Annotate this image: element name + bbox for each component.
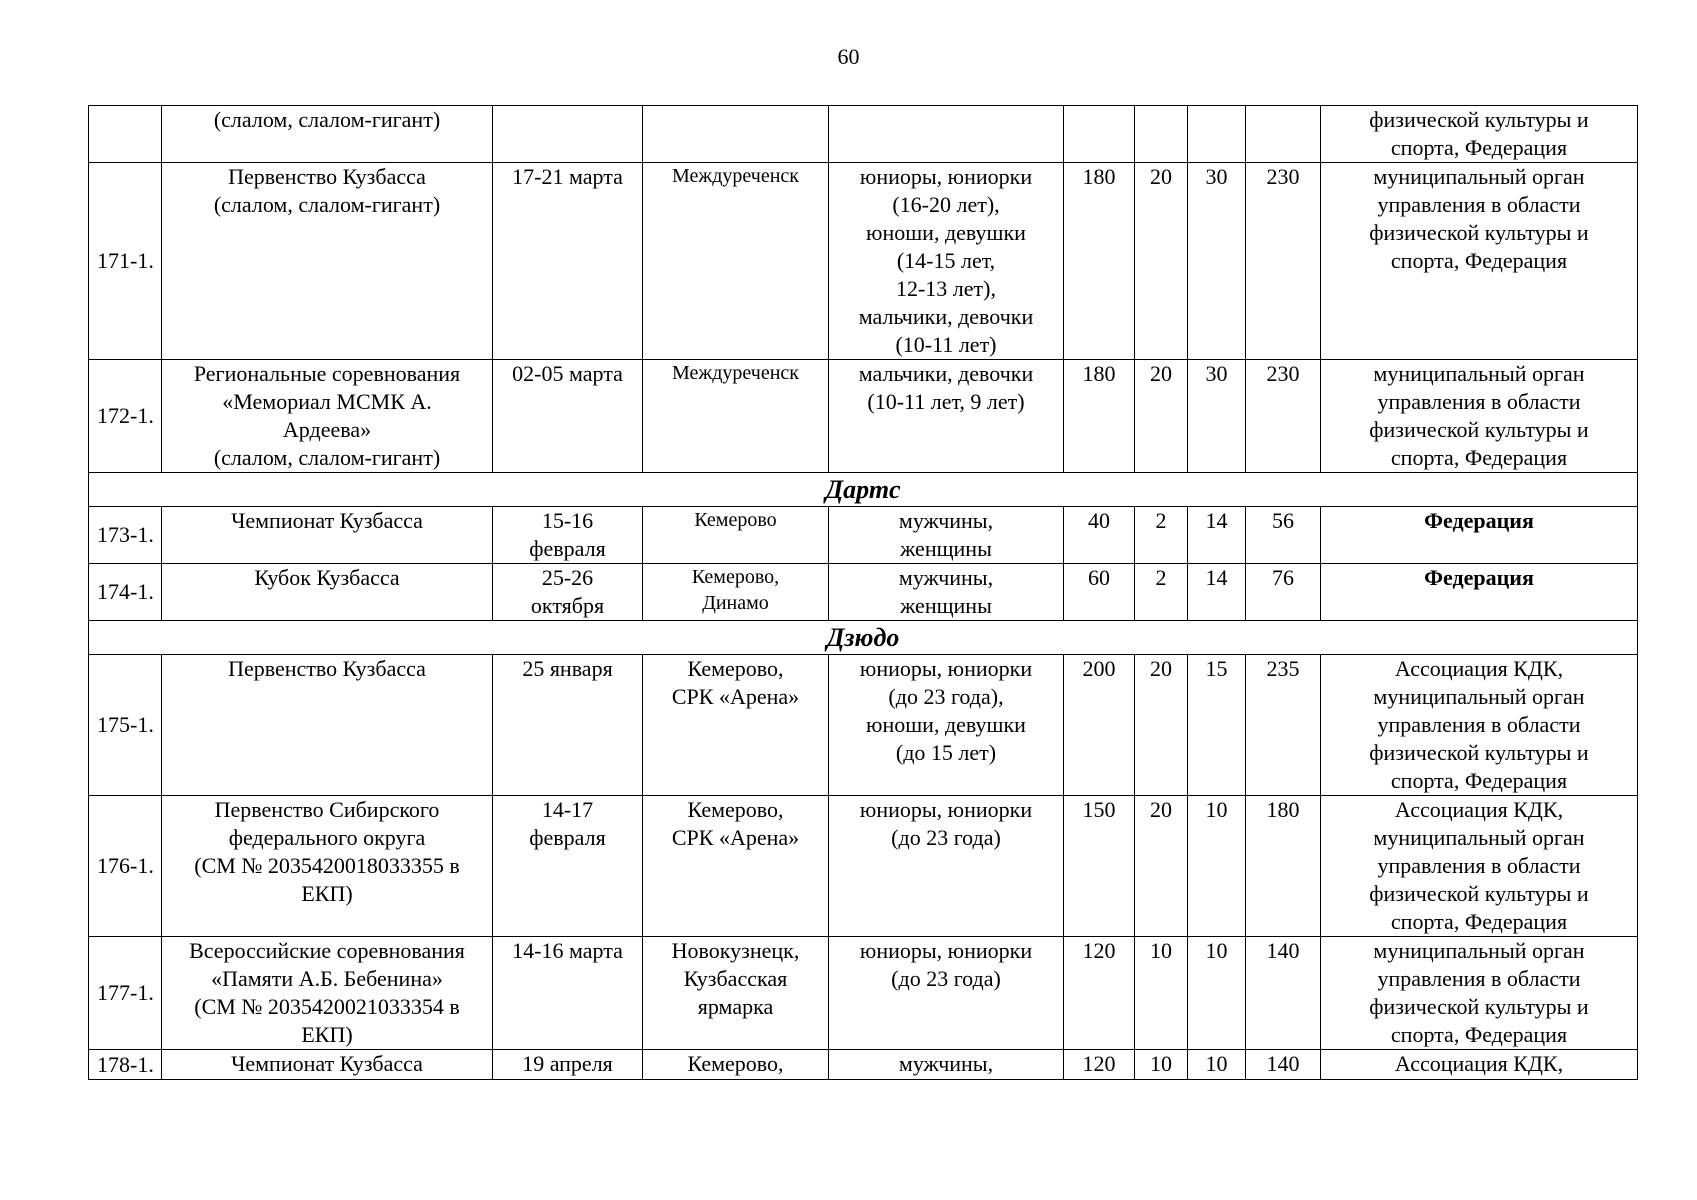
count-3: 14 [1188, 507, 1246, 564]
row-number: 176-1. [89, 796, 162, 937]
organizer: Федерация [1321, 507, 1638, 564]
count-3: 30 [1188, 163, 1246, 360]
participants [829, 106, 1064, 163]
row-number: 172-1. [89, 360, 162, 473]
event-place: Междуреченск [643, 163, 829, 360]
event-place: Кемерово, СРК «Арена» [643, 796, 829, 937]
participants: мужчины, женщины [829, 564, 1064, 621]
participants: юниоры, юниорки (до 23 года) [829, 937, 1064, 1050]
table-row [89, 796, 1638, 937]
organizer: физической культуры и спорта, Федерация [1321, 106, 1638, 163]
count-total: 230 [1246, 360, 1321, 473]
table-row [89, 163, 1638, 360]
count-2: 20 [1135, 655, 1188, 796]
row-number: 171-1. [89, 163, 162, 360]
count-2: 2 [1135, 507, 1188, 564]
event-name: Кубок Кузбасса [162, 564, 493, 621]
count-total: 140 [1246, 937, 1321, 1050]
table-row [89, 106, 1638, 163]
event-name: Первенство Кузбасса (слалом, слалом-гигант) [162, 163, 493, 360]
event-date: 25 января [493, 655, 643, 796]
count-total [1246, 106, 1321, 163]
event-place: Кемерово, Динамо [643, 564, 829, 621]
table-row [89, 937, 1638, 1050]
row-number: 174-1. [89, 564, 162, 621]
page-number: 60 [837, 44, 860, 69]
count-1: 180 [1064, 360, 1135, 473]
organizer: муниципальный орган управления в области физической культуры и спорта, Федерация [1321, 360, 1638, 473]
row-number [89, 106, 162, 163]
count-1: 120 [1064, 1050, 1135, 1080]
event-name: (слалом, слалом-гигант) [162, 106, 493, 163]
event-name: Всероссийские соревнования «Памяти А.Б. Бебенина» (СМ № 2035420021033354 в ЕКП) [162, 937, 493, 1050]
event-name: Региональные соревнования «Мемориал МСМК А. Ардеева» (слалом, слалом-гигант) [162, 360, 493, 473]
count-1: 180 [1064, 163, 1135, 360]
event-place: Кемерово, [643, 1050, 829, 1080]
count-2: 20 [1135, 796, 1188, 937]
count-total: 140 [1246, 1050, 1321, 1080]
row-number: 173-1. [89, 507, 162, 564]
participants: юниоры, юниорки (до 23 года), юноши, девушки (до 15 лет) [829, 655, 1064, 796]
event-place [643, 106, 829, 163]
count-1: 150 [1064, 796, 1135, 937]
count-total: 235 [1246, 655, 1321, 796]
organizer: Ассоциация КДК, [1321, 1050, 1638, 1080]
section-title: Дзюдо [89, 621, 1638, 655]
table-row [89, 360, 1638, 473]
organizer: муниципальный орган управления в области физической культуры и спорта, Федерация [1321, 163, 1638, 360]
count-1: 200 [1064, 655, 1135, 796]
event-place: Кемерово, СРК «Арена» [643, 655, 829, 796]
table-row [89, 1050, 1638, 1080]
participants: мужчины, женщины [829, 507, 1064, 564]
event-date: 14-17 февраля [493, 796, 643, 937]
event-name: Первенство Сибирского федерального округа (СМ № 2035420018033355 в ЕКП) [162, 796, 493, 937]
count-total: 180 [1246, 796, 1321, 937]
events-table [88, 105, 1638, 1080]
event-date: 02-05 марта [493, 360, 643, 473]
event-name: Первенство Кузбасса [162, 655, 493, 796]
count-3: 10 [1188, 796, 1246, 937]
participants: юниоры, юниорки (до 23 года) [829, 796, 1064, 937]
event-place: Новокузнецк, Кузбасская ярмарка [643, 937, 829, 1050]
row-number: 175-1. [89, 655, 162, 796]
count-1: 60 [1064, 564, 1135, 621]
row-number: 177-1. [89, 937, 162, 1050]
event-name: Чемпионат Кузбасса [162, 507, 493, 564]
participants: мужчины, [829, 1050, 1064, 1080]
organizer: Ассоциация КДК, муниципальный орган управления в области физической культуры и спорта, Федерация [1321, 655, 1638, 796]
section-header-judo [89, 621, 1638, 655]
count-1 [1064, 106, 1135, 163]
row-number: 178-1. [89, 1050, 162, 1080]
table-row [89, 655, 1638, 796]
count-3: 15 [1188, 655, 1246, 796]
count-2: 10 [1135, 1050, 1188, 1080]
count-3: 10 [1188, 1050, 1246, 1080]
participants: мальчики, девочки (10-11 лет, 9 лет) [829, 360, 1064, 473]
event-date [493, 106, 643, 163]
table-row [89, 564, 1638, 621]
count-2: 20 [1135, 360, 1188, 473]
event-date: 14-16 марта [493, 937, 643, 1050]
count-total: 230 [1246, 163, 1321, 360]
count-total: 76 [1246, 564, 1321, 621]
count-2: 2 [1135, 564, 1188, 621]
participants: юниоры, юниорки (16-20 лет), юноши, девушки (14-15 лет, 12-13 лет), мальчики, девочки (10-11 лет) [829, 163, 1064, 360]
count-3 [1188, 106, 1246, 163]
event-place: Междуреченск [643, 360, 829, 473]
count-2 [1135, 106, 1188, 163]
count-3: 30 [1188, 360, 1246, 473]
count-2: 20 [1135, 163, 1188, 360]
event-name: Чемпионат Кузбасса [162, 1050, 493, 1080]
count-2: 10 [1135, 937, 1188, 1050]
count-3: 10 [1188, 937, 1246, 1050]
event-place: Кемерово [643, 507, 829, 564]
section-header-darts [89, 473, 1638, 507]
count-1: 120 [1064, 937, 1135, 1050]
count-1: 40 [1064, 507, 1135, 564]
count-total: 56 [1246, 507, 1321, 564]
event-date: 17-21 марта [493, 163, 643, 360]
count-3: 14 [1188, 564, 1246, 621]
organizer: Ассоциация КДК, муниципальный орган управления в области физической культуры и спорта, Федерация [1321, 796, 1638, 937]
section-title: Дартс [89, 473, 1638, 507]
event-date: 15-16 февраля [493, 507, 643, 564]
event-date: 19 апреля [493, 1050, 643, 1080]
event-date: 25-26 октября [493, 564, 643, 621]
organizer: муниципальный орган управления в области физической культуры и спорта, Федерация [1321, 937, 1638, 1050]
table-row [89, 507, 1638, 564]
organizer: Федерация [1321, 564, 1638, 621]
